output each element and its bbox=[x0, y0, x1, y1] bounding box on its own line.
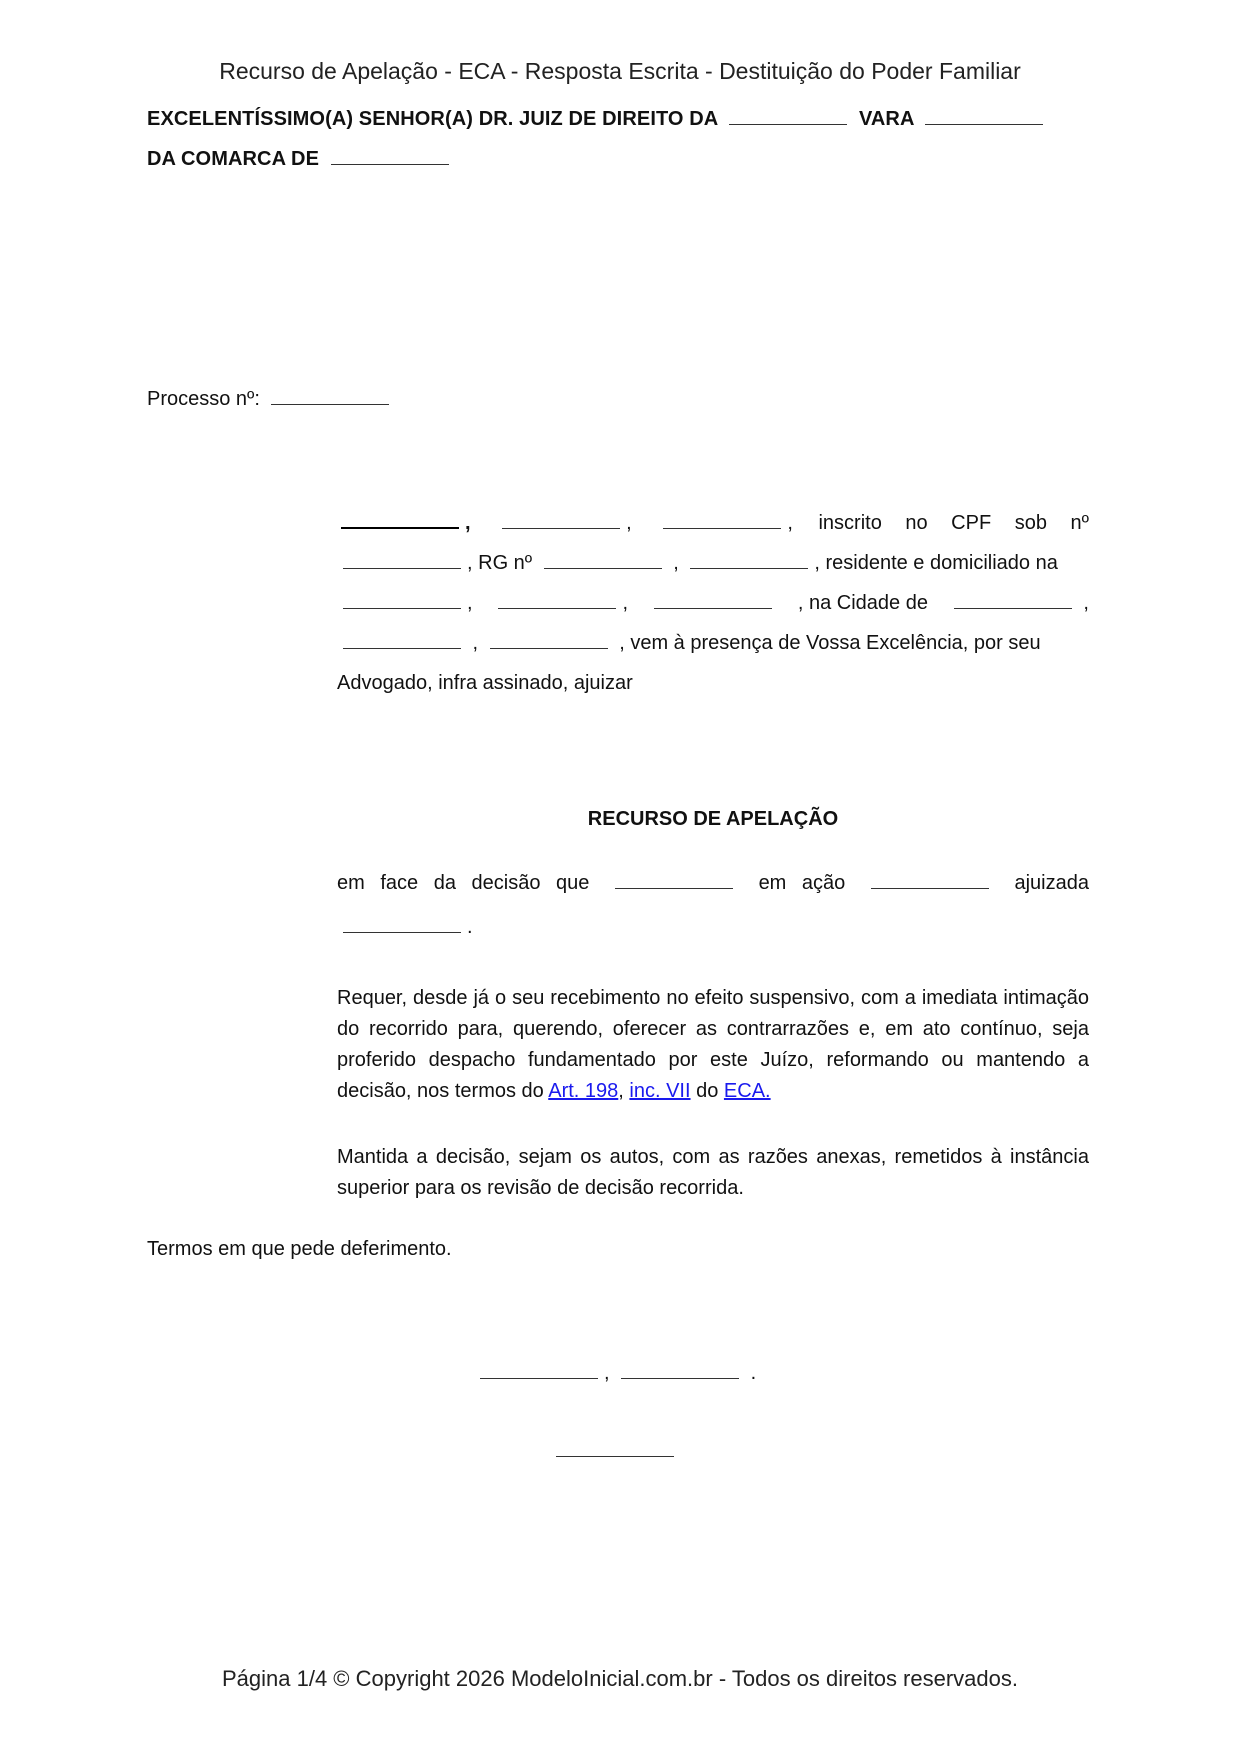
address-vara: VARA bbox=[858, 108, 914, 130]
signature-line bbox=[550, 1440, 680, 1463]
page-footer: Página 1/4 © Copyright 2026 ModeloInicial.com.br - Todos os direitos reservados. bbox=[222, 1666, 1018, 1691]
paragraph-request-text bbox=[337, 983, 1089, 1107]
place-blank bbox=[480, 1377, 598, 1379]
decision-part2: em ação bbox=[758, 872, 846, 894]
cpf-label: inscrito no CPF sob nº bbox=[818, 512, 1089, 534]
signature-blank bbox=[556, 1455, 674, 1457]
state-blank bbox=[343, 647, 461, 649]
link-inc-vii[interactable]: inc. VII bbox=[629, 1080, 691, 1102]
zip-blank bbox=[490, 647, 608, 649]
decision-part1: em face da decisão que bbox=[337, 872, 590, 894]
qualification-line-4: , , vem à presença de Vossa Excelência, por seu bbox=[337, 632, 1089, 655]
cpf-blank bbox=[343, 567, 461, 569]
street-blank bbox=[343, 607, 461, 609]
city-blank bbox=[954, 607, 1072, 609]
address-comarca: DA COMARCA DE bbox=[147, 148, 320, 170]
date-blank bbox=[621, 1377, 739, 1379]
nationality-blank bbox=[502, 527, 620, 529]
number-blank bbox=[498, 607, 616, 609]
paragraph-request bbox=[337, 983, 1089, 1113]
process-label: Processo nº: bbox=[147, 388, 260, 410]
place-date-line: , . bbox=[474, 1362, 756, 1385]
request-text: Requer, desde já o seu recebimento no efeito suspensivo, com a imediata intimação do recorrido para, querendo, oferecer as contrarrazões e, em ato contínuo, seja proferido despacho fundamentado por este Juízo, reformando ou mantendo a decisão, nos termos do bbox=[337, 987, 1089, 1102]
decision-block bbox=[337, 872, 1089, 952]
link-separator: , bbox=[618, 1080, 624, 1102]
qualification-line-5 bbox=[337, 672, 1089, 695]
address-prefix: EXCELENTÍSSIMO(A) SENHOR(A) DR. JUIZ DE DIREITO DA bbox=[147, 108, 718, 130]
qualification-line-1: , , , inscrito no CPF sob nº bbox=[337, 512, 1089, 535]
district-blank bbox=[654, 607, 772, 609]
lawyer-text: Advogado, infra assinado, ajuizar bbox=[337, 672, 633, 694]
decision-blank bbox=[615, 887, 733, 889]
closing-text: Termos em que pede deferimento. bbox=[147, 1238, 452, 1260]
comarca-blank bbox=[331, 163, 449, 165]
vara-blank bbox=[925, 123, 1043, 125]
name-blank bbox=[341, 526, 459, 529]
paragraph-maintained bbox=[337, 1142, 1089, 1212]
plaintiff-blank bbox=[343, 931, 461, 933]
maintained-text: Mantida a decisão, sejam os autos, com as razões anexas, remetidos à instância superior para os revisão de decisão recorrida. bbox=[337, 1146, 1089, 1199]
presence-text: vem à presença de Vossa Excelência, por seu bbox=[630, 632, 1041, 654]
link-connector: do bbox=[696, 1080, 719, 1102]
decision-line-2: . bbox=[337, 916, 1089, 939]
court-blank bbox=[729, 123, 847, 125]
action-blank bbox=[871, 887, 989, 889]
rg-blank bbox=[544, 567, 662, 569]
civil-status-blank bbox=[663, 527, 781, 529]
profession-blank bbox=[690, 567, 808, 569]
process-number bbox=[147, 388, 395, 411]
section-title: RECURSO DE APELAÇÃO bbox=[587, 808, 839, 830]
city-label: na Cidade de bbox=[808, 592, 928, 614]
address-line-2 bbox=[147, 148, 455, 171]
document-header-title: Recurso de Apelação - ECA - Resposta Escrita - Destituição do Poder Familiar bbox=[219, 58, 1021, 84]
link-eca[interactable]: ECA. bbox=[723, 1080, 771, 1102]
decision-line bbox=[337, 872, 1089, 895]
qualification-line-2: , RG nº , , residente e domiciliado na bbox=[337, 552, 1089, 575]
address-line-1 bbox=[147, 108, 1049, 131]
decision-part3: ajuizada bbox=[1014, 872, 1089, 894]
qualification-line-3: , , , na Cidade de , bbox=[337, 592, 1089, 615]
rg-label: RG nº bbox=[478, 552, 533, 574]
qualification-block bbox=[337, 512, 1089, 712]
link-art-198[interactable]: Art. 198 bbox=[548, 1080, 619, 1102]
residence-label: residente e domiciliado na bbox=[825, 552, 1058, 574]
process-blank bbox=[271, 403, 389, 405]
